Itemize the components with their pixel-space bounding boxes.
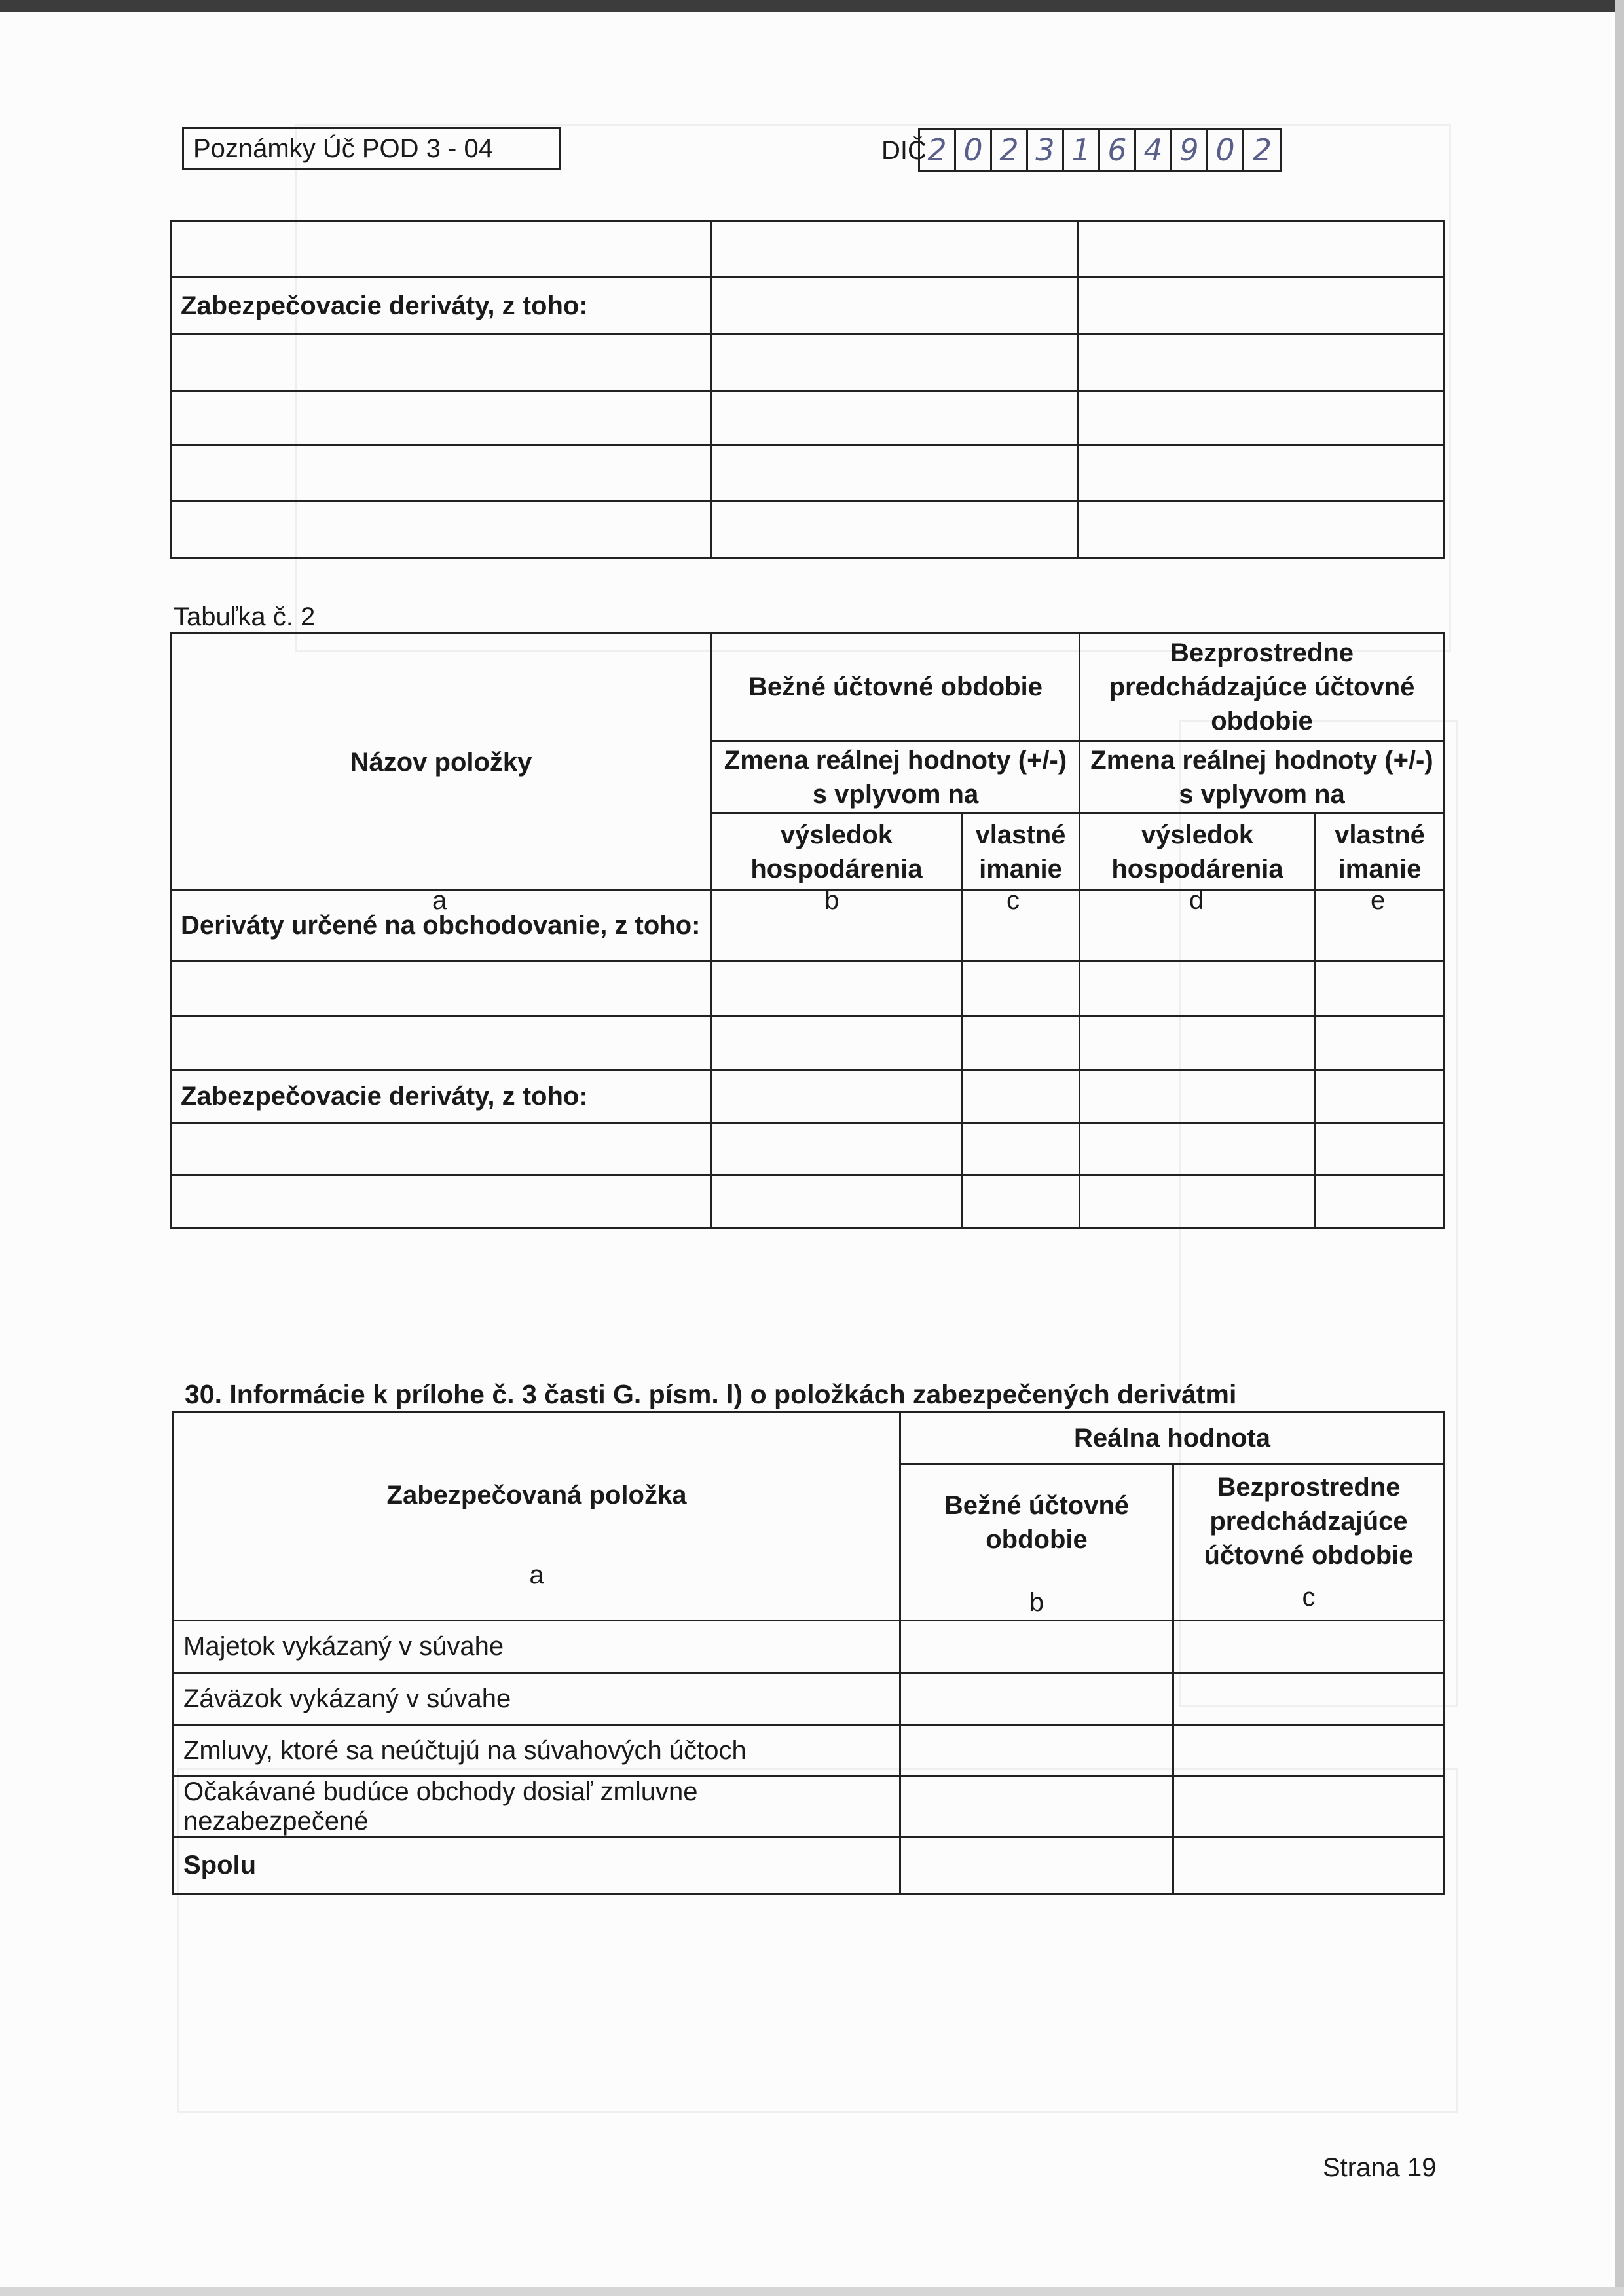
column-header-hedged-item: Zabezpečovaná položka a bbox=[174, 1412, 900, 1621]
dic-digit: 4 bbox=[1136, 130, 1172, 170]
dic-digit: 2 bbox=[992, 130, 1028, 170]
row-label-assets: Majetok vykázaný v súvahe bbox=[174, 1621, 900, 1673]
fair-value-change-table bbox=[170, 632, 1445, 1229]
subheader-fair-value-change: Zmena reálnej hodnoty (+/-) s vplyvom na bbox=[1080, 741, 1445, 813]
dic-digit-grid bbox=[918, 128, 1282, 172]
column-letter: b bbox=[1029, 1588, 1044, 1617]
dic-label: DIČ bbox=[881, 136, 927, 165]
row-label-hedging-derivatives: Zabezpečovacie deriváty, z toho: bbox=[171, 278, 712, 335]
table-row bbox=[174, 1673, 1445, 1725]
table-row bbox=[174, 1777, 1445, 1838]
form-label-box bbox=[182, 127, 561, 170]
dic-digit: 0 bbox=[1208, 130, 1244, 170]
column-letter: d bbox=[1189, 886, 1204, 915]
form-label: Poznámky Úč POD 3 - 04 bbox=[193, 134, 493, 163]
row-label-trading-derivatives: Deriváty určené na obchodovanie, z toho: bbox=[171, 891, 712, 961]
scan-border-top bbox=[0, 0, 1624, 12]
table-row bbox=[171, 1123, 1445, 1176]
dic-digit: 2 bbox=[1252, 132, 1272, 168]
hedging-derivatives-table-continued bbox=[170, 220, 1445, 559]
table-row bbox=[171, 221, 1445, 278]
table-header-row bbox=[174, 1412, 1445, 1464]
column-header-fair-value: Reálna hodnota bbox=[900, 1412, 1445, 1464]
page-number: Strana 19 bbox=[1323, 2153, 1437, 2182]
dic-digit: 3 bbox=[1028, 130, 1064, 170]
table-row bbox=[174, 1621, 1445, 1673]
column-header-current-period: Bežné účtovné obdobie b bbox=[900, 1464, 1173, 1621]
table-header-row bbox=[171, 633, 1445, 741]
table-row bbox=[171, 392, 1445, 445]
column-header-item-name: Názov položky bbox=[171, 633, 712, 891]
column-letter: b bbox=[824, 886, 840, 915]
table-row bbox=[171, 1070, 1445, 1123]
column-header-result: výsledok hospodárenia bbox=[712, 813, 962, 891]
dic-digit: 9 bbox=[1172, 130, 1208, 170]
column-header-previous-period: Bezprostredne predchádzajúce účtovné obdobie c bbox=[1173, 1464, 1445, 1621]
column-header-current-period: Bežné účtovné obdobie bbox=[712, 633, 1080, 741]
row-label-liabilities: Záväzok vykázaný v súvahe bbox=[174, 1673, 900, 1725]
column-letter: c bbox=[1302, 1583, 1316, 1612]
dic-digit: 2 bbox=[920, 130, 956, 170]
table-row bbox=[171, 961, 1445, 1016]
table-row bbox=[171, 501, 1445, 559]
subheader-fair-value-change: Zmena reálnej hodnoty (+/-) s vplyvom na bbox=[712, 741, 1080, 813]
table-row bbox=[174, 1838, 1445, 1894]
dic-digit: 6 bbox=[1100, 130, 1136, 170]
section-30-title: 30. Informácie k prílohe č. 3 časti G. písm. l) o položkách zabezpečených derivátmi bbox=[185, 1379, 1237, 1409]
scan-border-bottom bbox=[0, 2287, 1624, 2296]
row-label-expected-transactions: Očakávané budúce obchody dosiaľ zmluvne nezabezpečené bbox=[174, 1777, 900, 1838]
dic-digit: 1 bbox=[1064, 130, 1100, 170]
table-row bbox=[171, 1016, 1445, 1070]
column-letter: e bbox=[1371, 886, 1386, 915]
column-letter: a bbox=[529, 1561, 544, 1589]
column-letters bbox=[170, 884, 1443, 917]
row-label-off-balance-contracts: Zmluvy, ktoré sa neúčtujú na súvahových účtoch bbox=[174, 1725, 900, 1777]
column-header-previous-period: Bezprostredne predchádzajúce účtovné obdobie bbox=[1080, 633, 1445, 741]
scan-border-right bbox=[1615, 0, 1624, 2296]
table-row bbox=[171, 1176, 1445, 1228]
hedged-items-table bbox=[172, 1411, 1445, 1895]
column-letter: a bbox=[432, 886, 447, 915]
column-header-result: výsledok hospodárenia bbox=[1080, 813, 1316, 891]
column-letter: c bbox=[1006, 886, 1020, 915]
table-row bbox=[174, 1725, 1445, 1777]
table-row bbox=[171, 335, 1445, 392]
row-label-total: Spolu bbox=[174, 1838, 900, 1894]
column-header-equity: vlastné imanie bbox=[962, 813, 1080, 891]
column-header-equity: vlastné imanie bbox=[1316, 813, 1445, 891]
table-row bbox=[171, 445, 1445, 501]
dic-digit: 0 bbox=[956, 130, 992, 170]
row-label-hedging-derivatives: Zabezpečovacie deriváty, z toho: bbox=[171, 1070, 712, 1123]
table-caption: Tabuľka č. 2 bbox=[174, 602, 316, 631]
table-row bbox=[171, 278, 1445, 335]
